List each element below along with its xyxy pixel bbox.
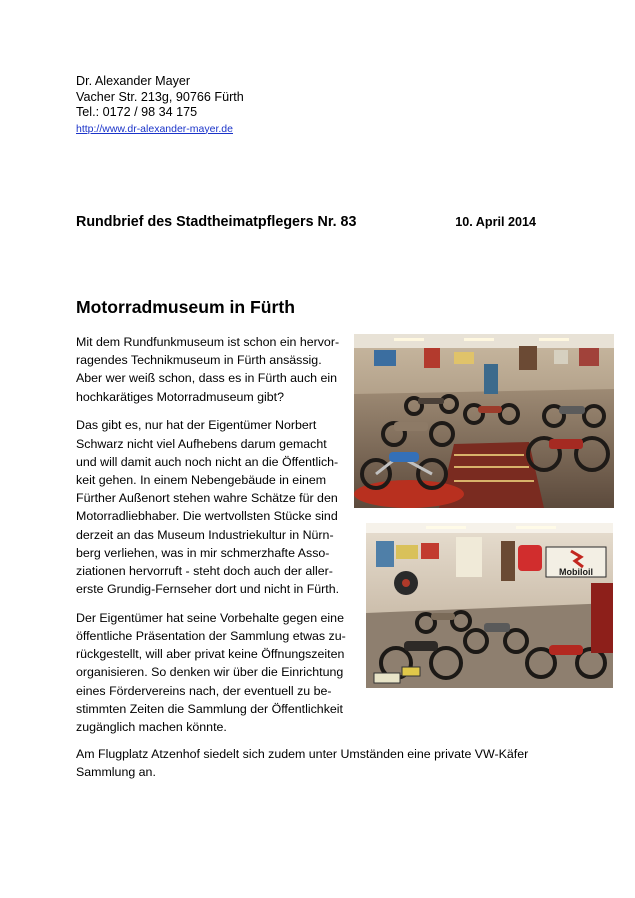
text-line: Der Eigentümer hat seine Vorbehalte gegen eine: [76, 610, 344, 625]
sender-phone: Tel.: 0172 / 98 34 175: [76, 105, 198, 119]
sender-block: [76, 74, 244, 137]
sender-name: Dr. Alexander Mayer: [76, 74, 191, 88]
text-line: Aber wer weiß schon, dass es in Fürth auch ein: [76, 371, 338, 386]
text-line: öffentliche Präsentation der Sammlung etwas zu-: [76, 629, 346, 644]
text-line: Das gibt es, nur hat der Eigentümer Norbert: [76, 418, 317, 433]
motorcycle-museum-photo-2: [366, 523, 613, 688]
text-line: eines Fördervereins nach, der eventuell zu be-: [76, 683, 332, 698]
text-line: ragendes Technikmuseum in Fürth ansässig.: [76, 353, 322, 368]
text-line: derzeit an das Museum Industriekultur in Nürn-: [76, 527, 334, 542]
motorcycle-museum-photo-1: [354, 334, 614, 508]
newsletter-title: Rundbrief des Stadtheimatpflegers Nr. 83: [76, 214, 357, 230]
text-line: keit gehen. In einem Nebengebäude in einem: [76, 472, 327, 487]
text-line: und will damit auch noch nicht an die Öffentlich-: [76, 454, 339, 469]
article-paragraph: [76, 416, 346, 598]
text-line: ziationen hervorruft - steht doch auch der aller-: [76, 563, 333, 578]
text-line: Fürther Außenort stehen wahre Schätze für den: [76, 491, 338, 506]
text-line: Mit dem Rundfunkmuseum ist schon ein hervor-: [76, 335, 340, 349]
article-title: Motorradmuseum in Fürth: [76, 297, 295, 317]
article-footer: [76, 745, 546, 781]
sender-website-link[interactable]: http://www.dr-alexander-mayer.de: [76, 122, 233, 135]
article-paragraph: [76, 333, 346, 406]
text-line: Motorradliebhaber. Die wertvollsten Stücke sind: [76, 509, 338, 524]
text-line: organisieren. So denken wir über die Einrichtung: [76, 665, 344, 680]
text-line: erste Grundig-Fernseher dort und nicht in Fürth.: [76, 582, 340, 597]
newsletter-date: 10. April 2014: [455, 215, 536, 229]
article-body: [76, 333, 346, 747]
text-line: hochkarätiges Motorradmuseum gibt?: [76, 389, 284, 404]
text-line: Sammlung an.: [76, 765, 156, 780]
newsletter-heading: [76, 214, 536, 232]
text-line: stimmten Zeiten die Sammlung der Öffentlichkeit: [76, 701, 343, 716]
text-line: rückgestellt, will aber privat keine Öffnungszeiten: [76, 647, 345, 662]
text-line: zugänglich machen könnte.: [76, 720, 227, 735]
text-line: Schwarz nicht viel Aufhebens darum gemacht: [76, 436, 327, 451]
mobiloil-sign: Mobiloil: [559, 567, 593, 577]
article-paragraph: [76, 609, 346, 736]
text-line: berg verliehen, was in mir schmerzhafte Asso-: [76, 545, 330, 560]
sender-address: Vacher Str. 213g, 90766 Fürth: [76, 89, 244, 104]
text-line: Am Flugplatz Atzenhof siedelt sich zudem unter Umständen eine private VW-Käfer: [76, 747, 529, 761]
